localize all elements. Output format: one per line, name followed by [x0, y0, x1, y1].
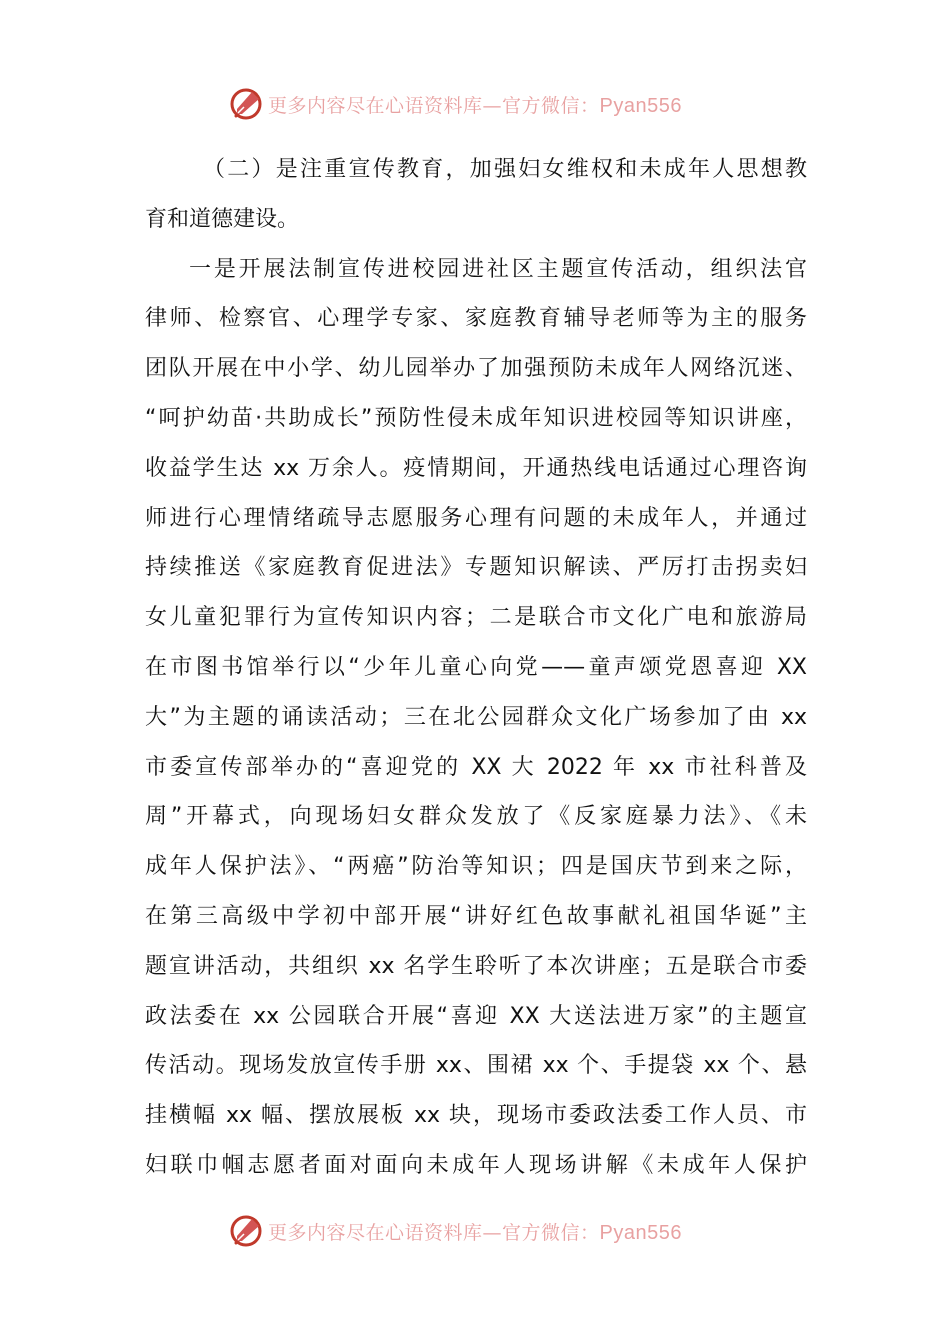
- paragraph-line: 团队开展在中小学、幼儿园举办了加强预防未成年人网络沉迷、: [145, 356, 807, 382]
- paragraph-line: 持续推送《家庭教育促进法》专题知识解读、严厉打击拐卖妇: [145, 555, 807, 581]
- watermark-text: 更多内容尽在心语资料库—官方微信：Pyan556: [268, 1221, 682, 1244]
- paragraph-line: 收益学生达 xx 万余人。疫情期间，开通热线电话通过心理咨询: [145, 455, 807, 481]
- paragraph-line: 成年人保护法》、“两癌”防治等知识；四是国庆节到来之际，: [145, 854, 808, 880]
- paragraph-line: 挂横幅 xx 幅、摆放展板 xx 块，现场市委政法委工作人员、市: [145, 1103, 807, 1129]
- section-heading-line: 育和道德建设。: [145, 206, 300, 232]
- paragraph-line: “呵护幼苗·共助成长”预防性侵未成年知识进校园等知识讲座，: [145, 405, 807, 431]
- paragraph-line: 一是开展法制宣传进校园进社区主题宣传活动，组织法官: [189, 256, 807, 282]
- paragraph-line: 女儿童犯罪行为宣传知识内容；二是联合市文化广电和旅游局: [145, 605, 807, 631]
- paragraph-line: 大”为主题的诵读活动；三在北公园群众文化广场参加了由 xx: [145, 704, 807, 730]
- section-heading-line: （二）是注重宣传教育，加强妇女维权和未成年人思想教: [203, 157, 807, 182]
- paragraph-line: 师进行心理情绪疏导志愿服务心理有问题的未成年人，并通过: [145, 505, 807, 531]
- paragraph-line: 市委宣传部举办的“喜迎党的 XX 大 2022 年 xx 市社科普及: [145, 754, 807, 780]
- paragraph-line: 题宣讲活动，共组织 xx 名学生聆听了本次讲座；五是联合市委: [145, 953, 807, 979]
- watermark-banner-bottom: [228, 1211, 748, 1251]
- paragraph-line: 在市图书馆举行以“少年儿童心向党——童声颂党恩喜迎 XX: [145, 654, 807, 680]
- paragraph-line: 律师、检察官、心理学专家、家庭教育辅导老师等为主的服务: [145, 306, 807, 332]
- pen-logo-icon: [228, 86, 264, 122]
- watermark-banner-top: [228, 84, 748, 124]
- paragraph-line: 在第三高级中学初中部开展“讲好红色故事献礼祖国华诞”主: [145, 903, 807, 929]
- pen-logo-icon: [228, 1213, 264, 1249]
- paragraph-line: 周”开幕式，向现场妇女群众发放了《反家庭暴力法》、《未: [145, 804, 807, 830]
- document-body: [145, 145, 807, 1191]
- paragraph-line: 传活动。现场发放宣传手册 xx、围裙 xx 个、手提袋 xx 个、悬: [145, 1053, 807, 1079]
- watermark-text: 更多内容尽在心语资料库—官方微信：Pyan556: [268, 94, 682, 117]
- paragraph-line: 政法委在 xx 公园联合开展“喜迎 XX 大送法进万家”的主题宣: [145, 1003, 807, 1029]
- paragraph-line: 妇联巾帼志愿者面对面向未成年人现场讲解《未成年人保护: [145, 1152, 807, 1178]
